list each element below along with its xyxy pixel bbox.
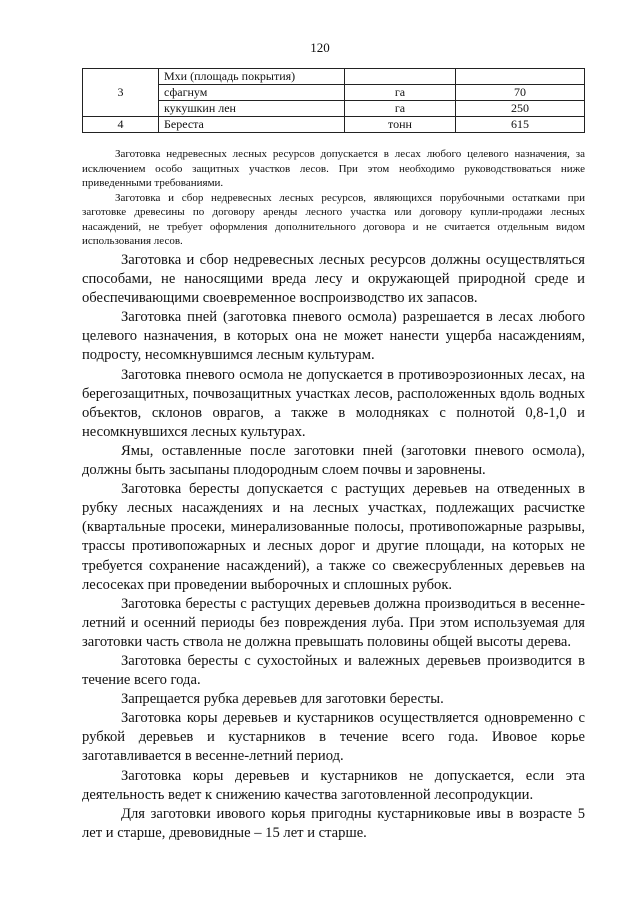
table-row: [83, 101, 585, 117]
note-text-block: [82, 147, 585, 249]
table-cell-value: [456, 69, 585, 85]
body-paragraph: Заготовка бересты допускается с растущих деревьев на отведенных в рубку лесных насаждениях и на лесных участках, подлежащих расчистке (квартальные просеки, минерализованные полосы, противопожарные разрывы, трассы противопожарных и лесных дорог и другие площади, на которых не требуется сохранение насаждений), а также со свежесрубленных деревьев на лесосеках при проведении выборочных и сплошных рубок.: [82, 481, 585, 593]
table-cell-unit: га: [345, 101, 456, 117]
table-cell-unit: га: [345, 85, 456, 101]
table-cell-unit: [345, 69, 456, 85]
page-number: 120: [310, 40, 330, 55]
table-cell-name: кукушкин лен: [159, 101, 345, 117]
table-row: [83, 85, 585, 101]
table-row: [83, 69, 585, 85]
resources-table: [82, 68, 585, 133]
body-paragraph: Заготовка коры деревьев и кустарников не допускается, если эта деятельность ведет к снижению качества заготовленной лесопродукции.: [82, 767, 585, 803]
table-cell-name: Береста: [159, 117, 345, 133]
body-paragraph: Запрещается рубка деревьев для заготовки бересты.: [121, 691, 444, 708]
table-cell-value: 615: [456, 117, 585, 133]
table-cell-value: 250: [456, 101, 585, 117]
body-paragraph: Заготовка и сбор недревесных лесных ресурсов должны осуществляться способами, не наносящими вреда лесу и окружающей природной среде и обеспечивающими своевременное воспроизводство их запасов.: [82, 252, 585, 307]
body-paragraph: Заготовка коры деревьев и кустарников осуществляется одновременно с рубкой деревьев и кустарников в течение всего года. Ивовое корье заготавливается в весенне-летний период.: [82, 710, 585, 765]
table-cell-unit: тонн: [345, 117, 456, 133]
body-paragraph: Для заготовки ивового корья пригодны кустарниковые ивы в возрасте 5 лет и старше, древовидные – 15 лет и старше.: [82, 805, 585, 841]
body-paragraph: Ямы, оставленные после заготовки пней (заготовки пневого осмола), должны быть засыпаны плодородным слоем почвы и заровнены.: [82, 442, 585, 479]
main-text-block: [82, 251, 585, 843]
body-paragraph: Заготовка бересты с сухостойных и валежных деревьев производится в течение всего года.: [82, 652, 585, 689]
table-cell-value: 70: [456, 85, 585, 101]
table-cell-number: 3: [83, 69, 159, 117]
table-row: [83, 117, 585, 133]
table-cell-name: сфагнум: [159, 85, 345, 101]
body-paragraph: Заготовка бересты с растущих деревьев должна производиться в весенне-летний и осенний периоды без повреждения луба. При этом используемая для заготовки часть ствола не должна превышать половины общей высоты дерева.: [82, 595, 585, 650]
note-paragraph: Заготовка недревесных лесных ресурсов допускается в лесах любого целевого назначения, за исключением особо защитных участков лесов. При этом необходимо руководствоваться ниже приведенными требованиями.: [82, 148, 585, 189]
table-cell-name: Мхи (площадь покрытия): [159, 69, 345, 85]
body-paragraph: Заготовка пней (заготовка пневого осмола) разрешается в лесах любого целевого назначения, в которых она не может нанести ущерба насаждениям, подросту, несомкнувшимся лесным культурам.: [82, 309, 585, 364]
body-paragraph: Заготовка пневого осмола не допускается в противоэрозионных лесах, на берегозащитных, почвозащитных участках лесов, расположенных вдоль водных объектов, склонов оврагов, а также в молодняках с полнотой 0,8-1,0 и несомкнувшихся лесных культурах.: [82, 366, 585, 440]
table-cell-number: 4: [83, 117, 159, 133]
note-paragraph: Заготовка и сбор недревесных лесных ресурсов, являющихся порубочными остатками при заготовке древесины по договору аренды лесного участка или договору купли-продажи лесных насаждений, не требует оформления дополнительного договора и не считается отдельным видом использования лесов.: [82, 191, 585, 247]
